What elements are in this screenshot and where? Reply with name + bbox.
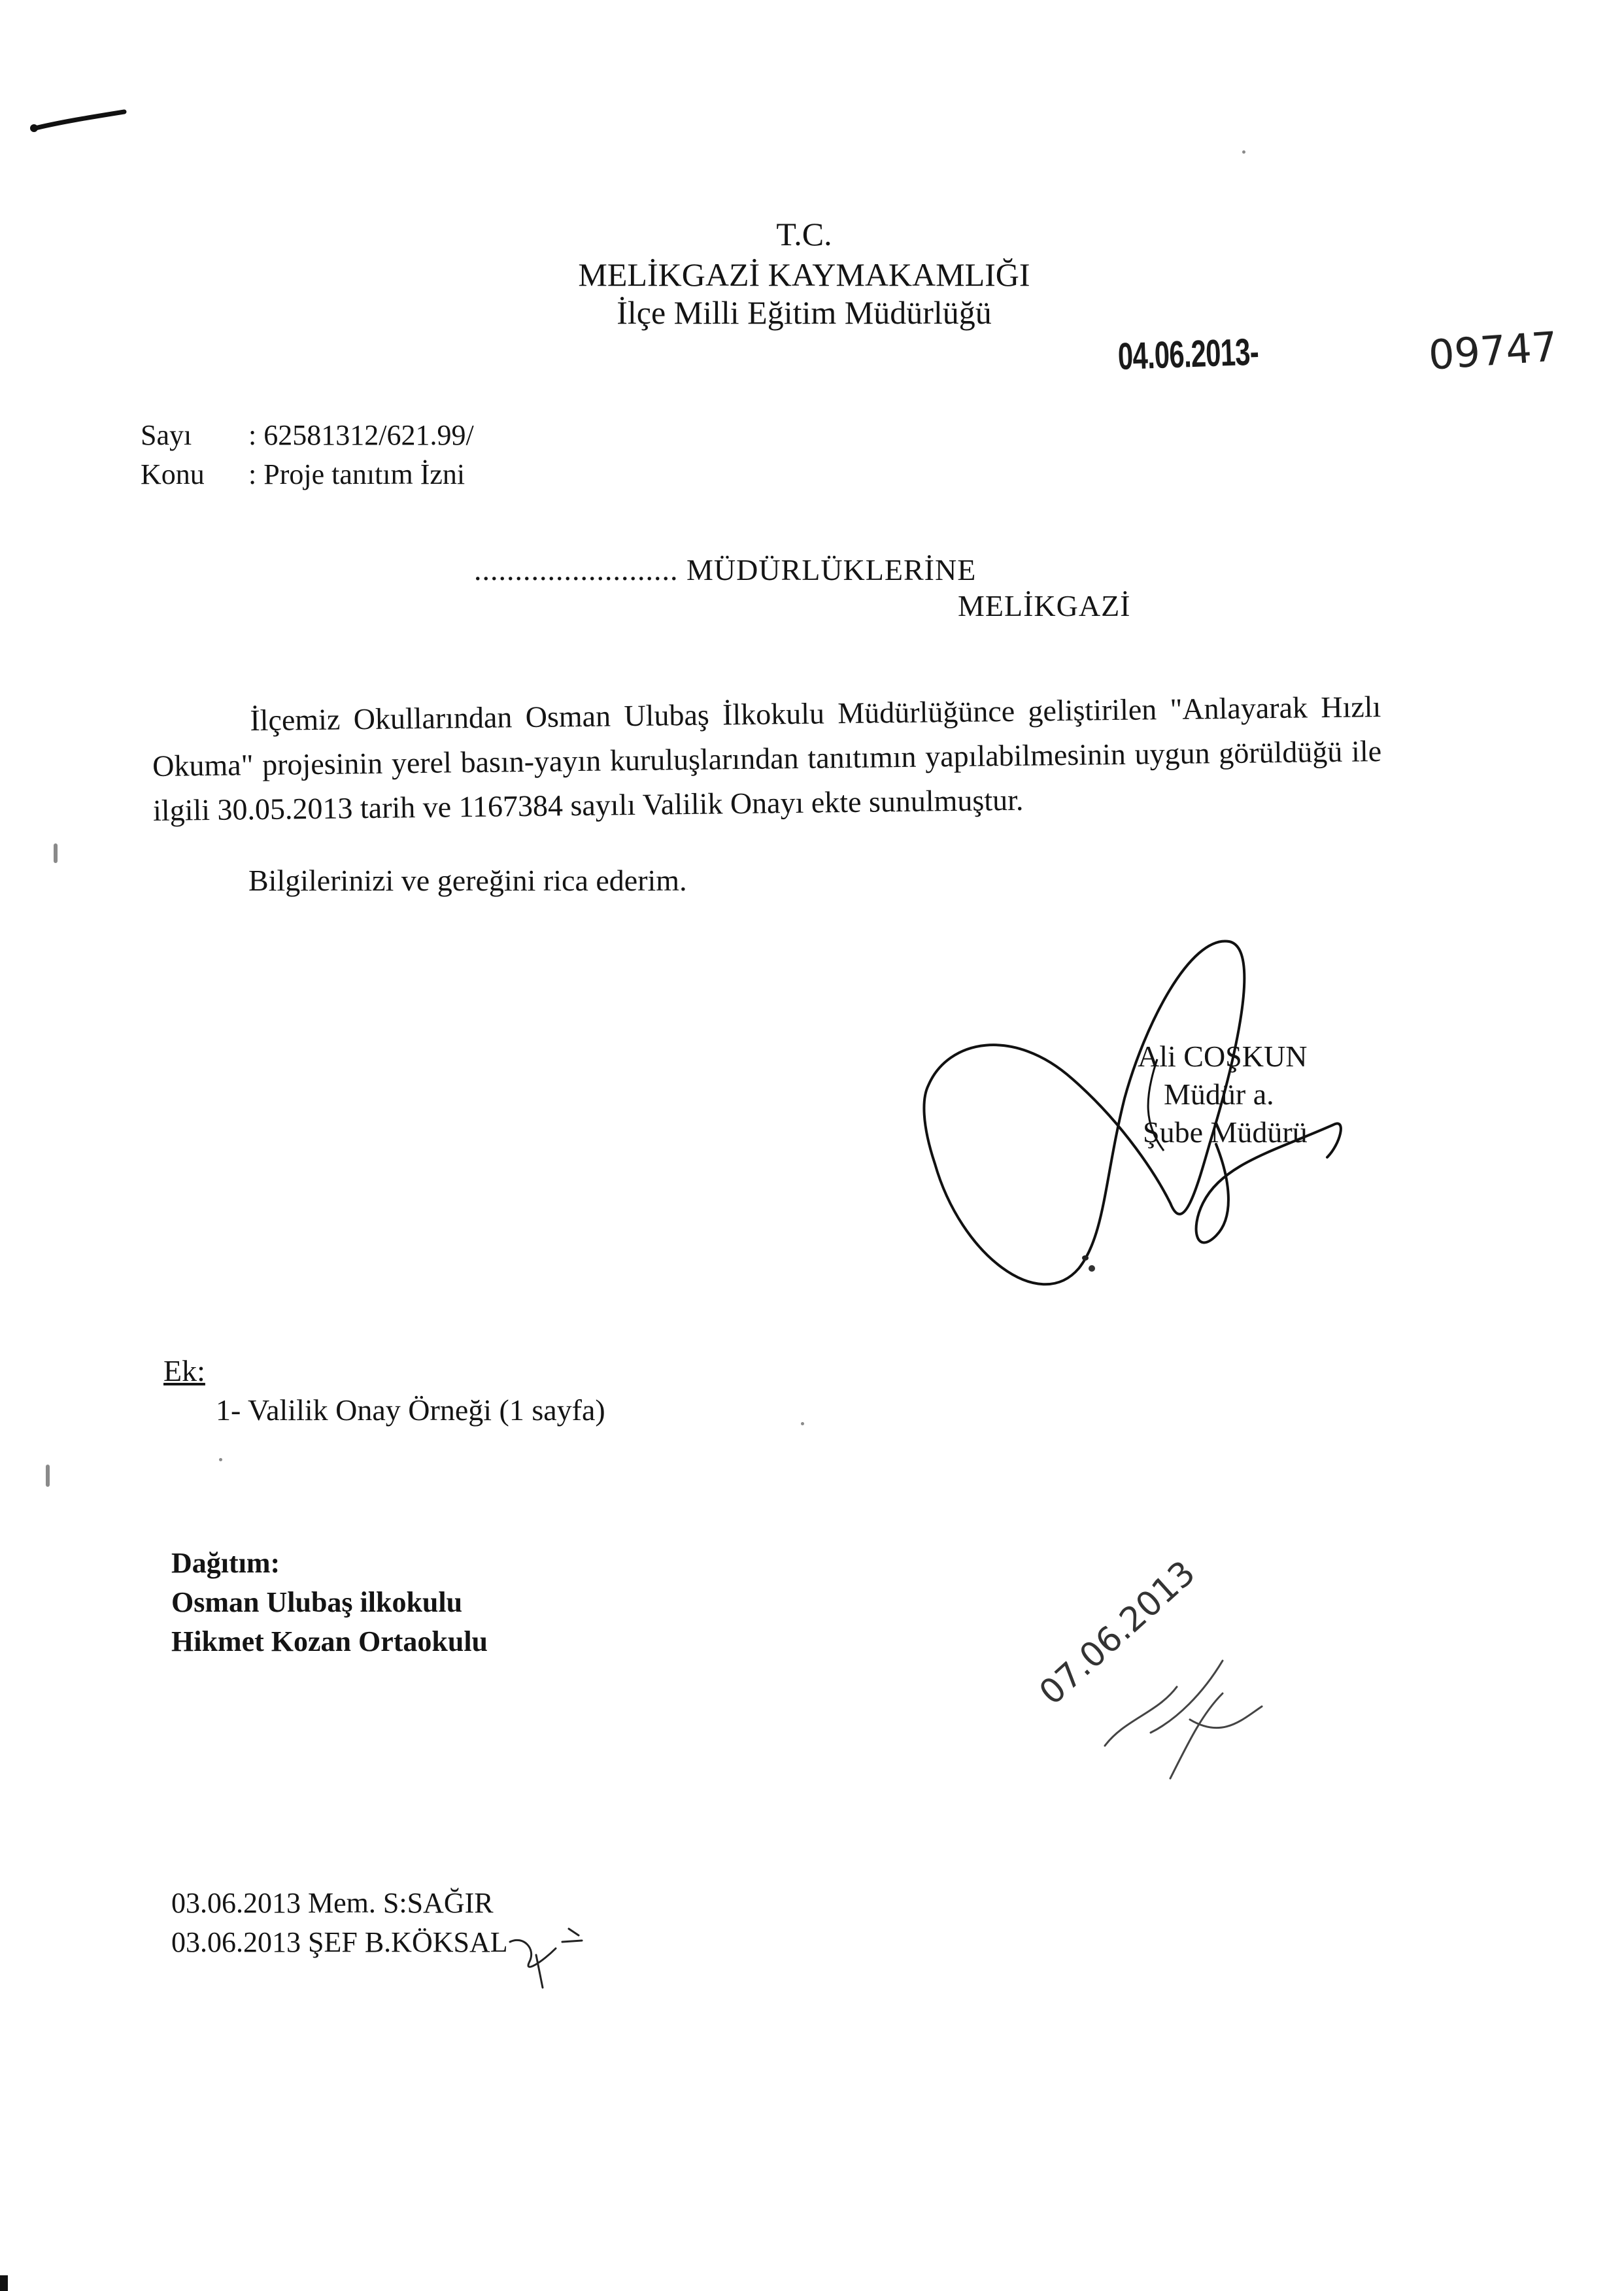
scan-speck bbox=[0, 2275, 8, 2291]
handwritten-signature bbox=[909, 928, 1366, 1308]
sayi-value: : 62581312/621.99/ bbox=[248, 419, 474, 451]
footer-line-2: 03.06.2013 ŞEF B.KÖKSAL bbox=[171, 1926, 508, 1958]
handwritten-note-date: 07.06.2013 bbox=[1032, 1553, 1203, 1713]
addressee-line: ......................... MÜDÜRLÜKLERİNE bbox=[474, 553, 977, 586]
handwritten-note bbox=[1007, 1523, 1294, 1798]
scan-speck bbox=[801, 1422, 804, 1425]
distribution-label: Dağıtım: bbox=[171, 1547, 280, 1579]
body-paragraph bbox=[152, 685, 1382, 833]
sayi-line bbox=[141, 418, 474, 452]
scan-speck bbox=[1242, 150, 1245, 154]
footer-line-1: 03.06.2013 Mem. S:SAĞIR bbox=[171, 1887, 494, 1919]
sayi-label: Sayı bbox=[141, 419, 192, 451]
signatory-title-1: Müdür a. bbox=[1164, 1078, 1274, 1111]
konu-line bbox=[141, 458, 465, 492]
stamp-number-tail: 09747 bbox=[1427, 322, 1559, 379]
registry-stamp bbox=[1117, 330, 1259, 379]
attachments-label: Ek: bbox=[163, 1354, 205, 1387]
signatory-name: Ali COŞKUN bbox=[1138, 1040, 1308, 1073]
konu-label: Konu bbox=[141, 458, 205, 490]
signatory-title-2: Şube Müdürü bbox=[1143, 1115, 1308, 1149]
stray-pen-mark bbox=[26, 108, 131, 134]
konu-value: : Proje tanıtım İzni bbox=[248, 458, 465, 490]
paraf-initials bbox=[497, 1916, 601, 1994]
scan-speck bbox=[54, 843, 58, 863]
stamp-date-number: 04.06.2013- bbox=[1117, 330, 1260, 378]
distribution-item: Osman Ulubaş ilkokulu bbox=[171, 1586, 463, 1618]
closing-sentence: Bilgilerinizi ve gereğini rica ederim. bbox=[248, 864, 687, 897]
header-kaymakamlik: MELİKGAZİ KAYMAKAMLIĞI bbox=[578, 256, 1030, 293]
header-tc: T.C. bbox=[776, 216, 832, 252]
distribution-item: Hikmet Kozan Ortaokulu bbox=[171, 1625, 488, 1657]
attachment-item: 1- Valilik Onay Örneği (1 sayfa) bbox=[216, 1393, 605, 1427]
scan-speck bbox=[1082, 1255, 1089, 1261]
body-paragraph-text: İlçemiz Okullarından Osman Ulubaş İlkokulu Müdürlüğünce geliştirilen "Anlayarak Hızlı Okuma" projesinin yerel basın-yayın kuruluşlarından tanıtımın yapılabilmesinin uygun görüldüğü ile ilgili 30.05.2013 tarih ve 1167384 sayılı Valilik Onayı ekte sunulmuştur. bbox=[152, 690, 1382, 827]
header-directorate: İlçe Milli Eğitim Müdürlüğü bbox=[617, 294, 992, 331]
addressee-city: MELİKGAZİ bbox=[958, 589, 1131, 622]
scan-speck bbox=[219, 1458, 222, 1461]
scan-speck bbox=[46, 1465, 50, 1487]
